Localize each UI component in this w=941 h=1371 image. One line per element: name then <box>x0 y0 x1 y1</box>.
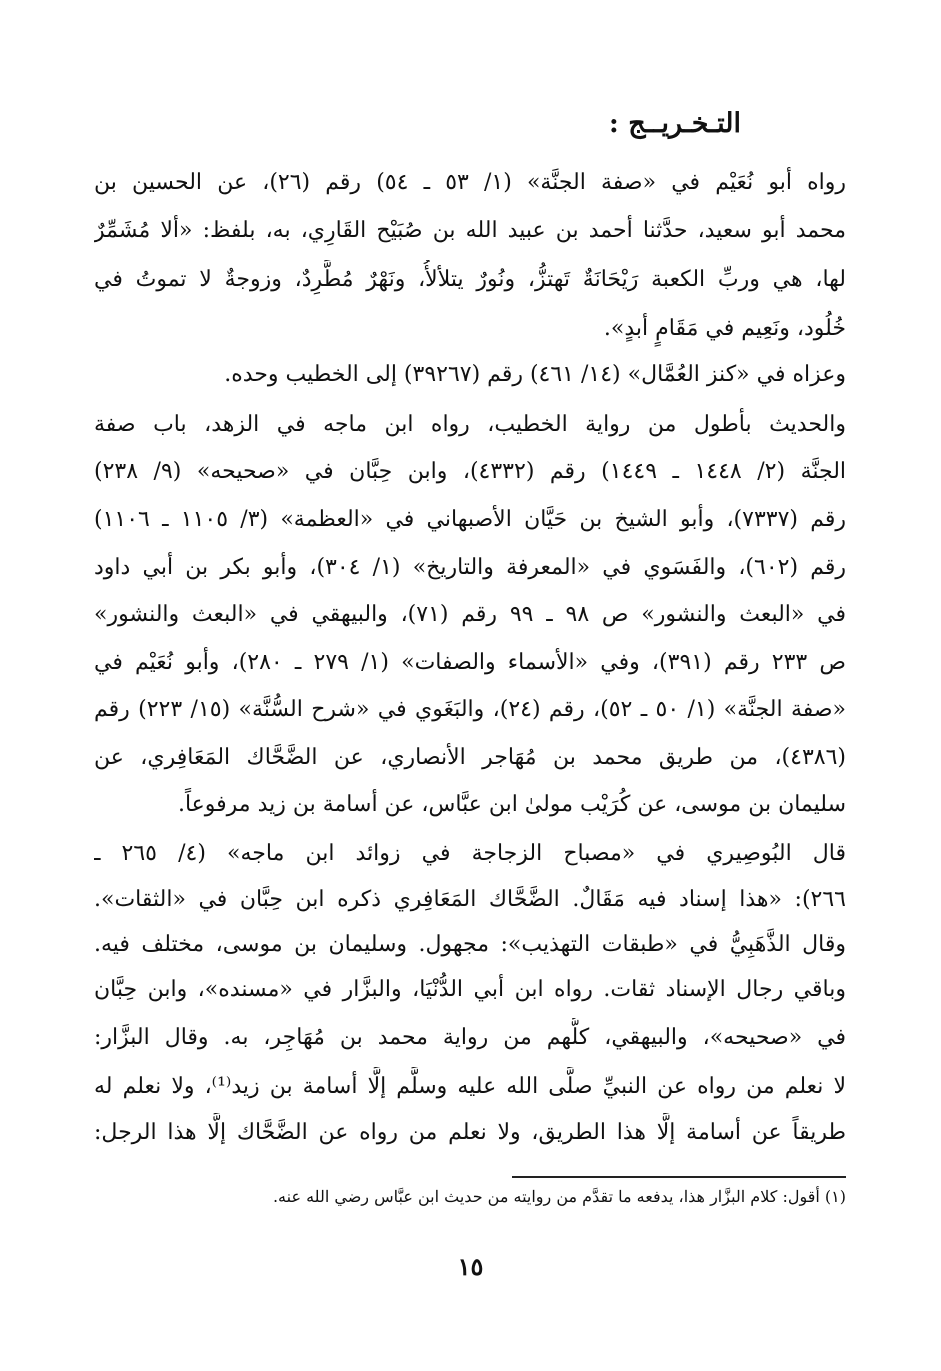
text-line: «صفة الجنَّة» (١/ ٥٠ ـ ٥٢)، رقم (٢٤)، والبَغَوي في «شرح السُّنَّة» (١٥/ ٢٢٣) رقم <box>94 697 846 722</box>
text-line: الجنَّة (٢/ ١٤٤٨ ـ ١٤٤٩) رقم (٤٣٣٢)، وابن حِبَّان في «صحيحه» (٩/ ٢٣٨) <box>94 459 846 484</box>
text-line: في «البعث والنشور» ص ٩٨ ـ ٩٩ رقم (٧١)، والبيهقي في «البعث والنشور» <box>94 602 846 627</box>
page-number: ١٥ <box>457 1252 484 1281</box>
text-line: وباقي رجال الإسناد ثقات. رواه ابن أبي الدُّنْيَا، والبزَّار في «مسنده»، وابن حِبَّان <box>94 977 846 1002</box>
text-line: محمد أبو سعيد، حدَّثنا أحمد بن عبيد الله بن صُبَيْح القَارِي، به، بلفظ: «ألا مُشَمِّرٌ <box>94 218 846 243</box>
text-line: لا نعلم من رواه عن النبيِّ صلَّى الله عليه وسلَّم إلَّا أسامة بن زيد⁽¹⁾، ولا نعلم له <box>94 1074 846 1099</box>
text-line: سليمان بن موسى، عن كُرَيْب مولىٰ ابن عبَّاس، عن أسامة بن زيد مرفوعاً. <box>177 792 846 817</box>
text-line: ص ٢٣٣ رقم (٣٩١)، وفي «الأسماء والصفات» (١/ ٢٧٩ ـ ٢٨٠)، وأبو نُعَيْم في <box>94 650 846 675</box>
footnote-separator <box>512 1176 846 1178</box>
text-line: رواه أبو نُعَيْم في «صفة الجنَّة» (١/ ٥٣ ـ ٥٤) رقم (٢٦)، عن الحسين بن <box>94 170 846 195</box>
text-line: قال البُوصِيري في «مصباح الزجاجة في زوائد ابن ماجه» (٤/ ٢٦٥ ـ <box>94 841 846 866</box>
text-line: رقم (٧٣٣٧)، وأبو الشيخ بن حَيَّان الأصبهاني في «العظمة» (٣/ ١١٠٥ ـ ١١٠٦) <box>94 507 846 532</box>
text-line: ٢٦٦): «هذا إسناد فيه مَقَالٌ. الضَّحَّاك المَعَافِري ذكره ابن حِبَّان في «الثقات». <box>94 887 846 912</box>
text-line: طريقاً عن أسامة إلَّا هذا الطريق، ولا نعلم من رواه عن الضَّحَّاك إلَّا هذا الرجل: <box>94 1120 846 1145</box>
section-heading: التـخـريــج : <box>608 108 741 139</box>
text-line: رقم (٦٠٢)، والفَسَوي في «المعرفة والتاريخ» (١/ ٣٠٤)، وأبو بكر بن أبي داود <box>94 555 846 580</box>
text-line: وعزاه في «كنز العُمَّال» (١٤/ ٤٦١) رقم (٣٩٢٦٧) إلى الخطيب وحده. <box>224 362 846 387</box>
text-line: وقال الذَّهَبِيُّ في «طبقات التهذيب»: مجهول. وسليمان بن موسى، مختلف فيه. <box>94 932 846 957</box>
text-line: لها، هي وربِّ الكعبة رَيْحَانَةٌ تَهتزُّ، ونُورٌ يتلألأُ، ونَهْرٌ مُطَّرِدٌ، وزوجةٌ لا تموتُ في <box>94 267 846 292</box>
text-line: خُلُود، ونَعِيم في مَقَامٍ أبدٍ». <box>603 316 846 341</box>
text-line: (٤٣٨٦)، من طريق محمد بن مُهَاجر الأنصاري، عن الضَّحَّاك المَعَافِري، عن <box>94 745 846 770</box>
text-line: في «صحيحه»، والبيهقي، كلُّهم من رواية محمد بن مُهَاجِر، به. وقال البزَّار: <box>94 1025 846 1050</box>
footnote: (١) أقول: كلام البزَّار هذا، يدفعه ما تقدَّم من روايته من حديث ابن عبَّاس رضي الله عنه. <box>272 1187 846 1206</box>
text-line: والحديث بأطول من رواية الخطيب، رواه ابن ماجه في الزهد، باب صفة <box>94 412 846 437</box>
